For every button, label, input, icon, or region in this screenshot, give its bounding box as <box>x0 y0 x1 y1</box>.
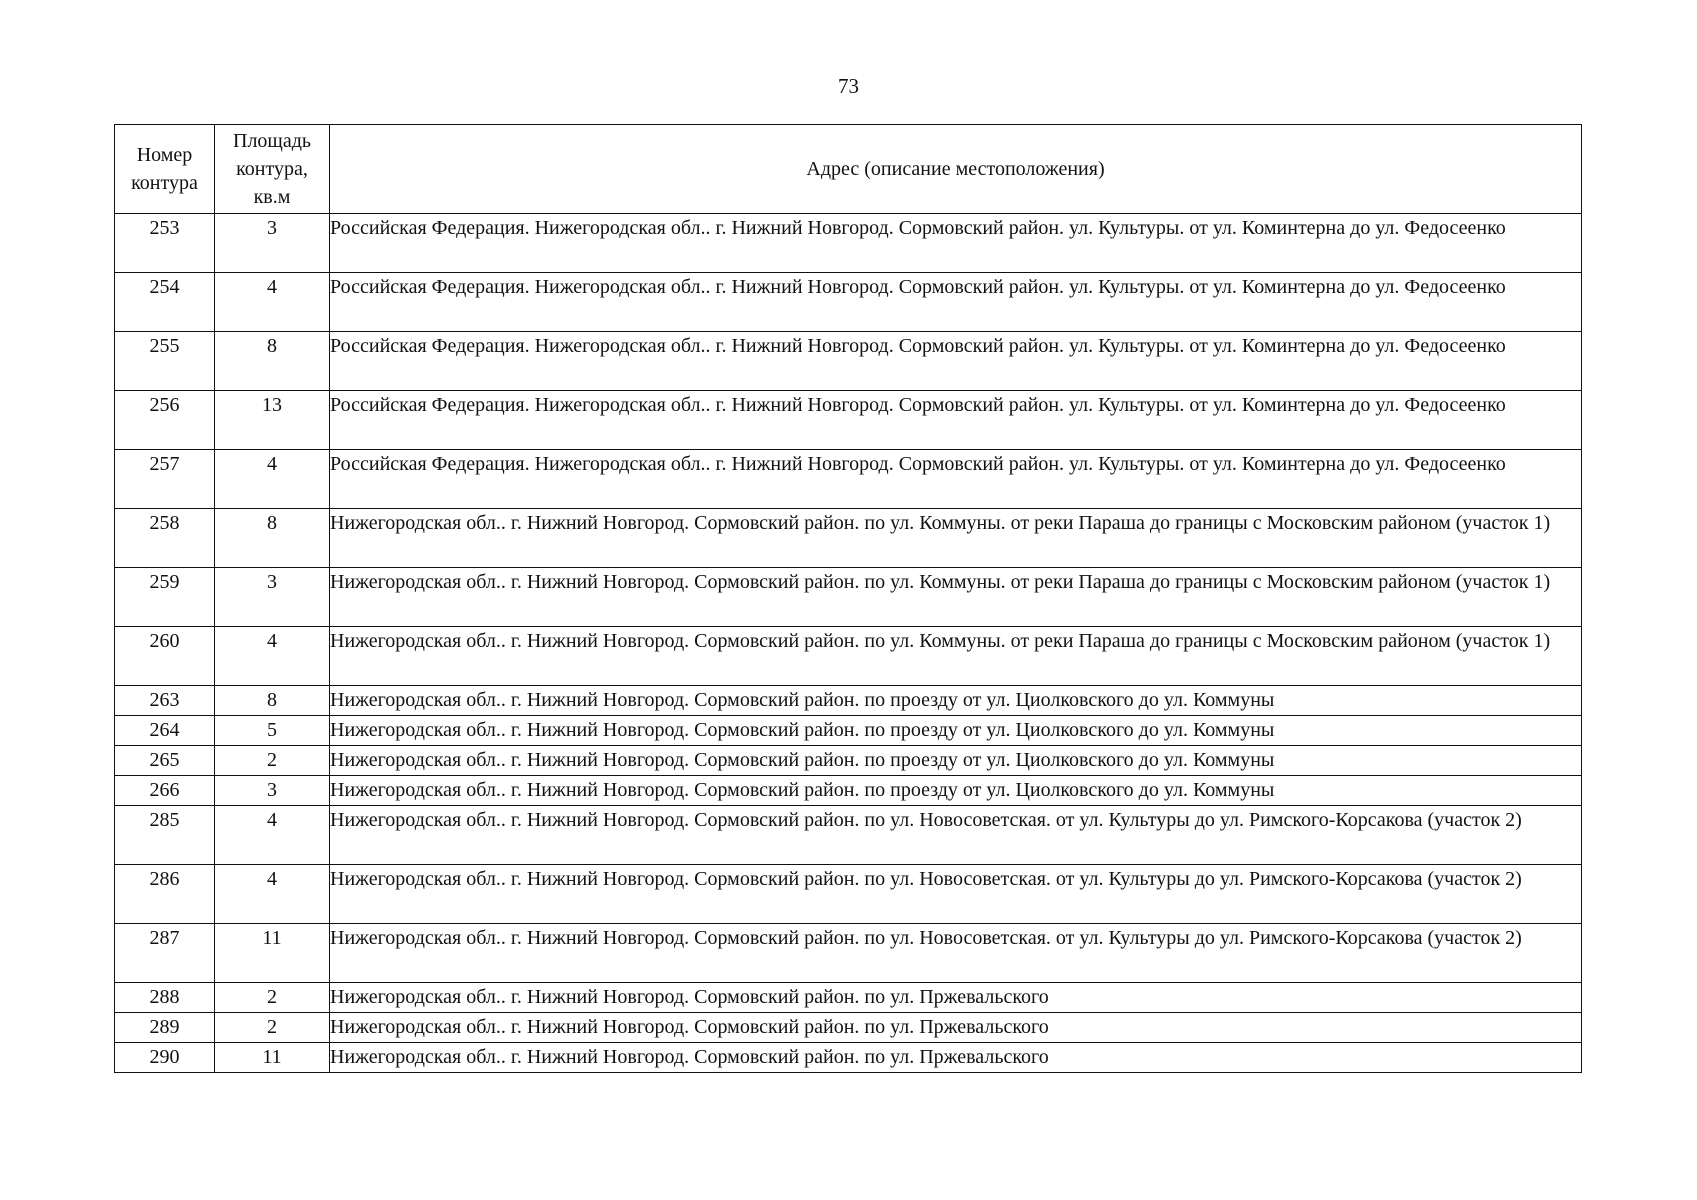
cell-address: Нижегородская обл.. г. Нижний Новгород. Сормовский район. по ул. Новосоветская. от ул. Культуры до ул. Римского-Корсакова (участок 2) <box>330 924 1582 983</box>
cell-contour-number: 253 <box>115 214 215 273</box>
cell-contour-number: 265 <box>115 746 215 776</box>
table-row <box>115 214 1582 273</box>
header-row <box>115 125 1582 214</box>
cell-contour-area: 3 <box>215 214 330 273</box>
cell-address: Нижегородская обл.. г. Нижний Новгород. Сормовский район. по проезду от ул. Циолковского до ул. Коммуны <box>330 716 1582 746</box>
cell-contour-area: 8 <box>215 332 330 391</box>
cell-address: Нижегородская обл.. г. Нижний Новгород. Сормовский район. по проезду от ул. Циолковского до ул. Коммуны <box>330 686 1582 716</box>
table-row <box>115 983 1582 1013</box>
cell-contour-number: 254 <box>115 273 215 332</box>
cell-contour-area: 4 <box>215 450 330 509</box>
table-row <box>115 865 1582 924</box>
table-row <box>115 450 1582 509</box>
cell-contour-area: 4 <box>215 806 330 865</box>
cell-contour-number: 288 <box>115 983 215 1013</box>
cell-contour-area: 4 <box>215 273 330 332</box>
table-row <box>115 806 1582 865</box>
cell-address: Нижегородская обл.. г. Нижний Новгород. Сормовский район. по ул. Пржевальского <box>330 1043 1582 1073</box>
table-row <box>115 273 1582 332</box>
cell-contour-area: 5 <box>215 716 330 746</box>
cell-contour-number: 263 <box>115 686 215 716</box>
cell-contour-number: 257 <box>115 450 215 509</box>
cell-contour-area: 4 <box>215 627 330 686</box>
table-row <box>115 776 1582 806</box>
cell-address: Российская Федерация. Нижегородская обл.. г. Нижний Новгород. Сормовский район. ул. Культуры. от ул. Коминтерна до ул. Федосеенко <box>330 391 1582 450</box>
cell-address: Российская Федерация. Нижегородская обл.. г. Нижний Новгород. Сормовский район. ул. Культуры. от ул. Коминтерна до ул. Федосеенко <box>330 273 1582 332</box>
cell-contour-area: 11 <box>215 1043 330 1073</box>
cell-address: Нижегородская обл.. г. Нижний Новгород. Сормовский район. по ул. Пржевальского <box>330 1013 1582 1043</box>
cell-contour-number: 285 <box>115 806 215 865</box>
table-row <box>115 1043 1582 1073</box>
table-row <box>115 509 1582 568</box>
cell-contour-number: 290 <box>115 1043 215 1073</box>
cell-address: Нижегородская обл.. г. Нижний Новгород. Сормовский район. по ул. Новосоветская. от ул. Культуры до ул. Римского-Корсакова (участок 2) <box>330 865 1582 924</box>
cell-contour-area: 3 <box>215 568 330 627</box>
cell-contour-number: 258 <box>115 509 215 568</box>
table-row <box>115 716 1582 746</box>
table-row <box>115 746 1582 776</box>
cell-address: Российская Федерация. Нижегородская обл.. г. Нижний Новгород. Сормовский район. ул. Культуры. от ул. Коминтерна до ул. Федосеенко <box>330 450 1582 509</box>
cell-address: Российская Федерация. Нижегородская обл.. г. Нижний Новгород. Сормовский район. ул. Культуры. от ул. Коминтерна до ул. Федосеенко <box>330 214 1582 273</box>
cell-contour-area: 13 <box>215 391 330 450</box>
cell-contour-area: 8 <box>215 686 330 716</box>
table-body <box>115 214 1582 1073</box>
cell-address: Нижегородская обл.. г. Нижний Новгород. Сормовский район. по ул. Коммуны. от реки Параша до границы с Московским районом (участок 1) <box>330 627 1582 686</box>
cell-contour-area: 8 <box>215 509 330 568</box>
table-header <box>115 125 1582 214</box>
cell-address: Нижегородская обл.. г. Нижний Новгород. Сормовский район. по ул. Коммуны. от реки Параша до границы с Московским районом (участок 1) <box>330 509 1582 568</box>
contour-table <box>114 124 1582 1073</box>
header-contour-area: Площадь контура, кв.м <box>215 125 330 214</box>
cell-contour-number: 255 <box>115 332 215 391</box>
cell-address: Нижегородская обл.. г. Нижний Новгород. Сормовский район. по проезду от ул. Циолковского до ул. Коммуны <box>330 746 1582 776</box>
cell-address: Нижегородская обл.. г. Нижний Новгород. Сормовский район. по ул. Коммуны. от реки Параша до границы с Московским районом (участок 1) <box>330 568 1582 627</box>
cell-contour-area: 2 <box>215 746 330 776</box>
cell-address: Российская Федерация. Нижегородская обл.. г. Нижний Новгород. Сормовский район. ул. Культуры. от ул. Коминтерна до ул. Федосеенко <box>330 332 1582 391</box>
cell-contour-number: 286 <box>115 865 215 924</box>
cell-contour-area: 4 <box>215 865 330 924</box>
header-contour-number: Номер контура <box>115 125 215 214</box>
table-row <box>115 1013 1582 1043</box>
cell-address: Нижегородская обл.. г. Нижний Новгород. Сормовский район. по ул. Пржевальского <box>330 983 1582 1013</box>
cell-contour-number: 264 <box>115 716 215 746</box>
table-row <box>115 391 1582 450</box>
table-row <box>115 568 1582 627</box>
cell-contour-number: 260 <box>115 627 215 686</box>
cell-contour-number: 287 <box>115 924 215 983</box>
cell-address: Нижегородская обл.. г. Нижний Новгород. Сормовский район. по проезду от ул. Циолковского до ул. Коммуны <box>330 776 1582 806</box>
table-row <box>115 332 1582 391</box>
cell-contour-area: 2 <box>215 1013 330 1043</box>
cell-address: Нижегородская обл.. г. Нижний Новгород. Сормовский район. по ул. Новосоветская. от ул. Культуры до ул. Римского-Корсакова (участок 2) <box>330 806 1582 865</box>
cell-contour-area: 3 <box>215 776 330 806</box>
cell-contour-area: 2 <box>215 983 330 1013</box>
page-number: 73 <box>838 74 859 98</box>
table-row <box>115 924 1582 983</box>
cell-contour-number: 256 <box>115 391 215 450</box>
table-row <box>115 686 1582 716</box>
cell-contour-number: 266 <box>115 776 215 806</box>
cell-contour-number: 289 <box>115 1013 215 1043</box>
table-row <box>115 627 1582 686</box>
cell-contour-number: 259 <box>115 568 215 627</box>
header-address: Адрес (описание местоположения) <box>330 125 1582 214</box>
cell-contour-area: 11 <box>215 924 330 983</box>
